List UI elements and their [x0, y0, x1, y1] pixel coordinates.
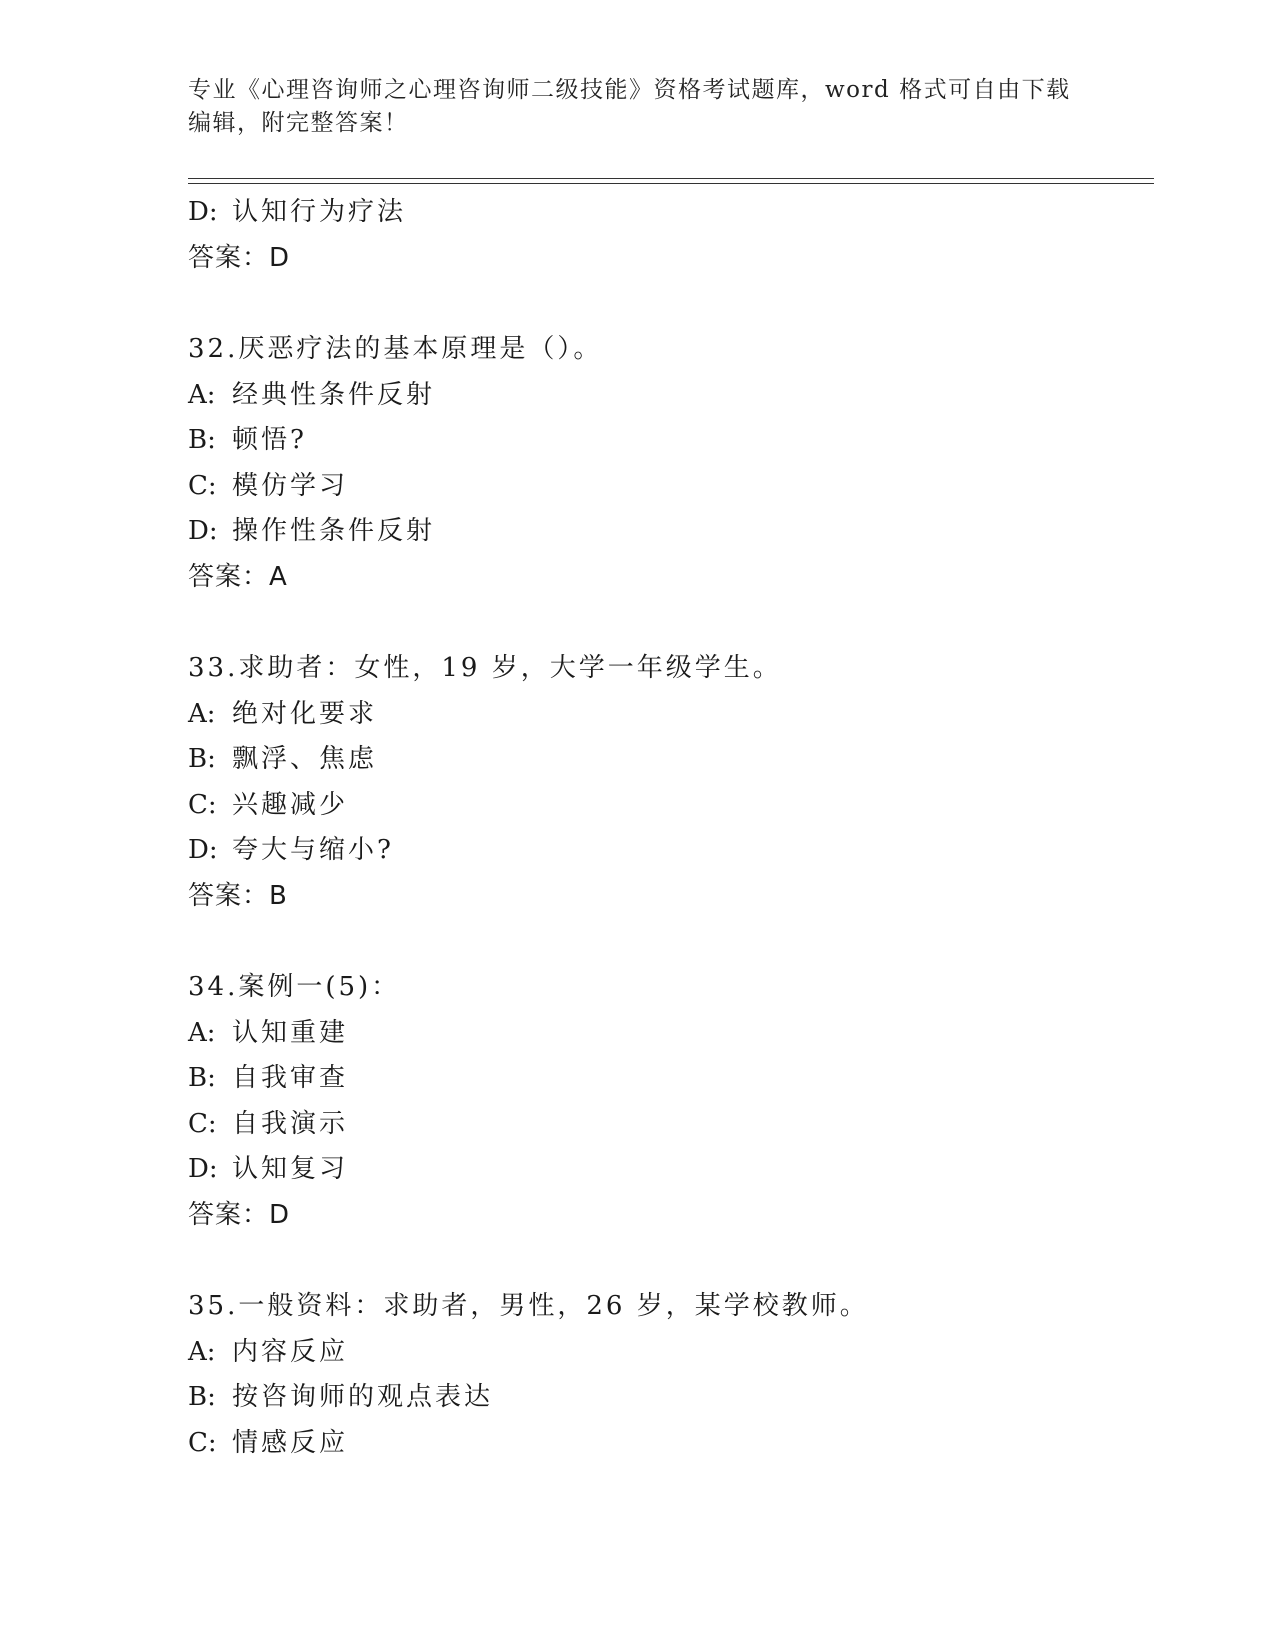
- option-b: [188, 737, 1148, 783]
- option-text: 兴趣减少: [232, 789, 349, 820]
- option-a: [188, 373, 1148, 419]
- answer-line: 答案：B: [188, 880, 288, 911]
- option-letter: D:: [188, 1154, 218, 1184]
- answer-line: 答案：D: [188, 242, 291, 273]
- option-b: [188, 1056, 1148, 1102]
- option-b: [188, 1375, 1148, 1421]
- option-letter: A:: [188, 379, 216, 410]
- option-letter: B:: [188, 1063, 216, 1093]
- option-d: [188, 1147, 1148, 1193]
- option-d: [188, 509, 1148, 555]
- option-letter: D:: [188, 835, 218, 865]
- question-stem: 34.案例一(5)：: [188, 972, 401, 1002]
- option-b: [188, 418, 1148, 464]
- option-text: 夸大与缩小?: [232, 835, 394, 865]
- option-letter: A:: [188, 1017, 216, 1048]
- question-list: [188, 190, 1148, 1466]
- option-letter: C:: [188, 470, 217, 501]
- header-divider-bottom: [188, 183, 1154, 184]
- option-letter: D:: [188, 197, 218, 227]
- option-text: 自我演示: [232, 1108, 349, 1139]
- option-text: 认知复习: [232, 1154, 349, 1184]
- option-text: 操作性条件反射: [232, 516, 436, 546]
- header-divider-top: [188, 178, 1154, 179]
- option-letter: A:: [188, 698, 216, 729]
- option-c: [188, 783, 1148, 829]
- option-letter: C:: [188, 789, 217, 820]
- option-letter: C:: [188, 1427, 217, 1458]
- question-stem: 32.厌恶疗法的基本原理是（）。: [188, 334, 603, 364]
- header-line-2: 编辑，附完整答案！: [188, 110, 409, 136]
- option-c: [188, 1102, 1148, 1148]
- option-text: 情感反应: [232, 1427, 349, 1458]
- option-text: 认知行为疗法: [232, 197, 407, 227]
- option-letter: D:: [188, 516, 218, 546]
- option-text: 经典性条件反射: [232, 379, 436, 410]
- option-a: [188, 1011, 1148, 1057]
- option-c: [188, 464, 1148, 510]
- option-text: 绝对化要求: [232, 698, 378, 729]
- option-letter: B:: [188, 1382, 216, 1412]
- option-text: 顿悟?: [232, 425, 307, 455]
- option-letter: C:: [188, 1108, 217, 1139]
- answer-line: 答案：A: [188, 561, 288, 592]
- option-d: [188, 190, 1148, 236]
- header-line-1: 专业《心理咨询师之心理咨询师二级技能》资格考试题库，word 格式可自由下载: [188, 77, 1071, 103]
- option-text: 自我审查: [232, 1063, 349, 1093]
- option-a: [188, 1330, 1148, 1376]
- option-d: [188, 828, 1148, 874]
- question-stem: 33.求助者：女性，19 岁，大学一年级学生。: [188, 653, 782, 683]
- option-letter: A:: [188, 1336, 216, 1367]
- option-letter: B:: [188, 425, 216, 455]
- option-text: 按咨询师的观点表达: [232, 1382, 494, 1412]
- option-letter: B:: [188, 744, 216, 774]
- question-stem: 35.一般资料：求助者，男性，26 岁，某学校教师。: [188, 1291, 869, 1321]
- option-text: 认知重建: [232, 1017, 349, 1048]
- option-text: 内容反应: [232, 1336, 349, 1367]
- document-header: [188, 74, 1071, 140]
- option-text: 飘浮、焦虑: [232, 744, 378, 774]
- option-text: 模仿学习: [232, 470, 349, 501]
- option-a: [188, 692, 1148, 738]
- option-c: [188, 1421, 1148, 1467]
- answer-line: 答案：D: [188, 1199, 291, 1230]
